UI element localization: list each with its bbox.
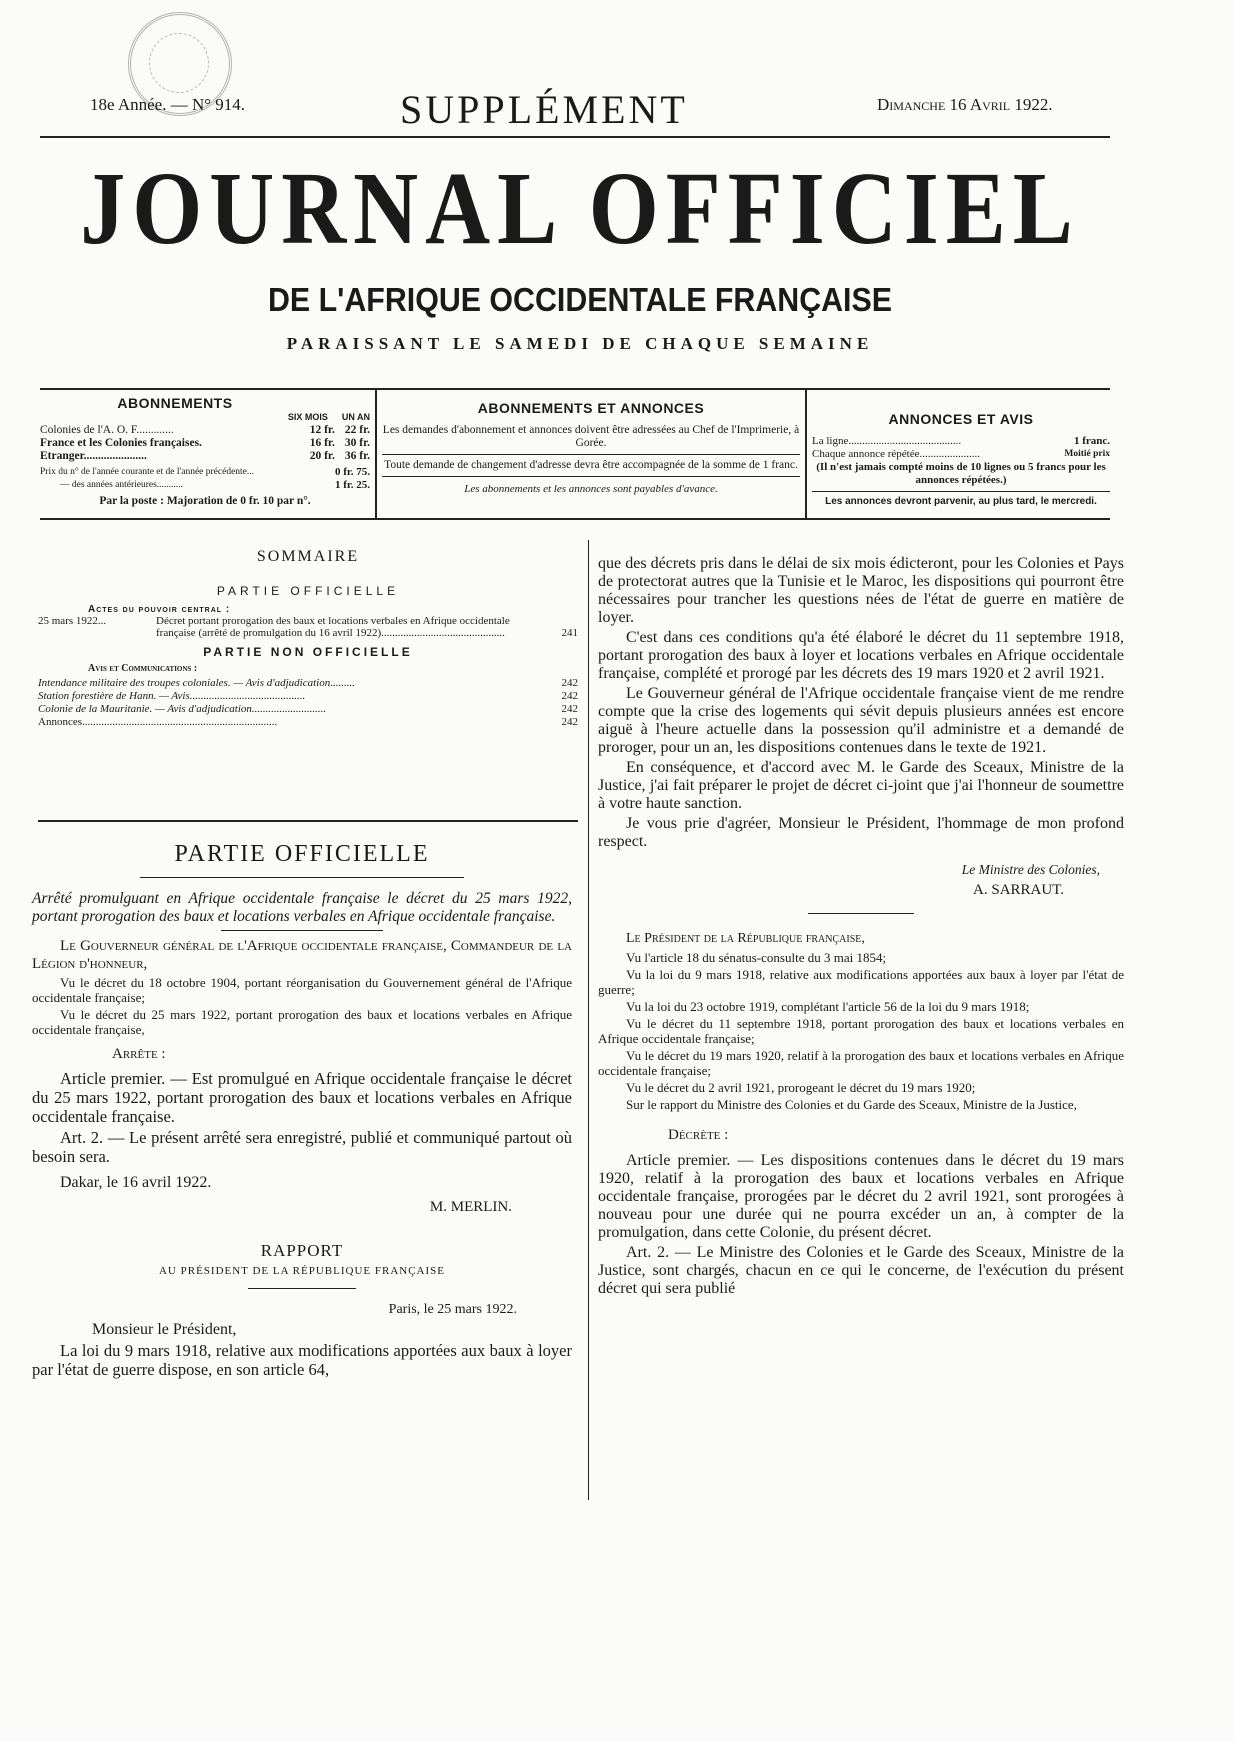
abon-annonces-title: ABONNEMENTS ET ANNONCES — [477, 400, 705, 416]
decrete-label: Décrète : — [668, 1127, 729, 1143]
ligne-row: La ligne......................................... 1 franc. — [812, 435, 1110, 447]
rapport-p2: C'est dans ces conditions qu'a été élaboré le décret du 11 septembre 1918, portant prorogation des baux à loyer et locations verbales en Afrique occidentale française, complété et prorogé par les décrets des 19 mars 1920 et 2 avril 1921. — [598, 629, 1124, 682]
rapport-p1: que des décrets pris dans le délai de six mois édicteront, pour les Colonies et Pays de protectorat autres que la Tunisie et le Maroc, les dispositions qui pourront être nécessaires pour trancher les questions nées de l'état de guerre en matière de loyer. — [598, 555, 1124, 626]
rapport-p4: En conséquence, et d'accord avec M. le Garde des Sceaux, Ministre de la Justice, j'ai fait préparer le projet de décret ci-joint que j'ai l'honneur de soumettre à votre haute sanction. — [598, 759, 1124, 812]
vu-item: Vu le décret du 11 septembre 1918, portant prorogation des baux et locations verbales en Afrique occidentale française; — [598, 1016, 1124, 1046]
abonnements-box — [40, 395, 370, 520]
column-divider — [588, 540, 589, 1500]
dakar-date: Dakar, le 16 avril 1922. — [60, 1174, 212, 1191]
price-row: Colonies de l'A. O. F............. 12 fr. 22 fr. — [40, 424, 370, 436]
header-rule — [40, 136, 1110, 138]
abon-annonces-text1: Les demandes d'abonnement et annonces doivent être adressées au Chef de l'Imprimerie, à Gorée. — [382, 424, 800, 449]
loi-paragraph: La loi du 9 mars 1918, relative aux modifications apportées aux baux à loyer par l'état de guerre dispose, en son article 64, — [32, 1341, 572, 1379]
prix-anterieur-row: — des années antérieures........... 1 fr. 25. — [60, 479, 370, 491]
journal-title: JOURNAL OFFICIEL — [80, 152, 1080, 266]
rapport-p5: Je vous prie d'agréer, Monsieur le Président, l'hommage de mon profond respect. — [598, 815, 1124, 850]
annonces-deadline: Les annonces devront parvenir, au plus tard, le mercredi. — [825, 496, 1097, 507]
arrete-heading: Arrêté promulguant en Afrique occidentale française le décret du 25 mars 1922, portant prorogation des baux et locations verbales en Afrique occidentale française. — [32, 890, 572, 925]
rapport-p3: Le Gouverneur général de l'Afrique occidentale française vient de me rendre compte que la crise des logements qui sévit depuis plusieurs années est encore aiguë à l'heure actuelle dans la possession qu'il administre et a demandé de proroger, pour un an, les dispositions contenues dans le texte de 1921. — [598, 685, 1124, 756]
short-rule — [248, 1288, 356, 1289]
supplement-label: SUPPLÉMENT — [400, 87, 688, 132]
decret-article-2: Art. 2. — Le Ministre des Colonies et le Garde des Sceaux, Ministre de la Justice, sont chargés, chacun en ce qui le concerne, de l'exécution du présent décret qui sera publié — [598, 1244, 1124, 1297]
prix-numero-row: Prix du n° de l'année courante et de l'année précédente... 0 fr. 75. — [40, 466, 370, 478]
box-top-rule — [40, 388, 1110, 390]
vu-item: Vu l'article 18 du sénatus-consulte du 3 mai 1854; — [626, 950, 887, 965]
merlin-signature: M. MERLIN. — [429, 1199, 512, 1215]
vu-item: Vu la loi du 9 mars 1918, relative aux modifications apportées aux baux à loyer par l'état de guerre; — [598, 967, 1124, 997]
vu-item: Vu la loi du 23 octobre 1919, complétant l'article 56 de la loi du 9 mars 1918; — [626, 999, 1030, 1014]
paris-date: Paris, le 25 mars 1922. — [388, 1302, 517, 1317]
price-row: Etranger...................... 20 fr. 36 fr. — [40, 450, 370, 462]
rapport-subtitle: AU PRÉSIDENT DE LA RÉPUBLIQUE FRANÇAISE — [158, 1265, 445, 1277]
short-rule — [808, 913, 913, 914]
right-column — [598, 555, 1124, 1300]
abonnements-title: ABONNEMENTS — [117, 395, 233, 411]
vus-list — [598, 950, 1124, 1112]
president-heading: Le Président de la République française, — [626, 931, 865, 946]
vu-item: Vu le décret du 2 avril 1921, prorogeant le décret du 19 mars 1920; — [626, 1080, 976, 1095]
annonces-note: (Il n'est jamais compté moins de 10 lignes ou 5 francs pour les annonces répétées.) — [816, 461, 1106, 486]
arrete-label: Arrête : — [112, 1046, 166, 1062]
vu-item: Vu le décret du 19 mars 1920, relatif à la prorogation des baux et locations verbales en Afrique occidentale française; — [598, 1048, 1124, 1078]
left-column — [32, 841, 572, 1381]
year-issue: 18e Année. — N° 914. — [90, 95, 246, 114]
title-rule — [140, 877, 464, 878]
sommaire — [38, 548, 578, 729]
annonces-avis-title: ANNONCES ET AVIS — [888, 411, 1034, 427]
toc-item: Station forestière de Hann. — Avis.......................................... 242 — [38, 690, 578, 702]
ministre-label: Le Ministre des Colonies, — [961, 862, 1100, 877]
poste-note: Par la poste : Majoration de 0 fr. 10 par n°. — [99, 495, 311, 507]
partie-officielle-title: PARTIE OFFICIELLE — [174, 841, 430, 867]
inner-rule — [812, 491, 1110, 492]
repetee-row: Chaque annonce répétée...................... Moitié prix — [812, 448, 1110, 460]
vu-1: Vu le décret du 18 octobre 1904, portant réorganisation du Gouvernement général de l'Afrique occidentale française; — [32, 975, 572, 1005]
article-1: Article premier. — Est promulgué en Afrique occidentale française le décret du 25 mars 1922, portant prorogation des baux et locations verbales en Afrique occidentale française. — [32, 1069, 572, 1126]
sommaire-actes: Actes du pouvoir central : — [88, 604, 231, 615]
col-six-mois: SIX MOIS — [287, 412, 328, 422]
box-divider-2 — [805, 390, 807, 518]
sommaire-avis: Avis et Communications : — [88, 663, 198, 674]
sarraut-signature: A. SARRAUT. — [973, 882, 1064, 898]
col-un-an: UN AN — [341, 412, 370, 422]
rapport-title: RAPPORT — [260, 1241, 344, 1260]
inner-rule — [382, 454, 800, 455]
abon-annonces-text3: Les abonnements et les annonces sont payables d'avance. — [464, 483, 718, 495]
box-divider-1 — [375, 390, 377, 518]
inner-rule — [382, 476, 800, 477]
issue-date: Dimanche 16 Avril 1922. — [877, 95, 1053, 114]
sommaire-partie-officielle: PARTIE OFFICIELLE — [216, 584, 400, 598]
sommaire-decret-entry: 25 mars 1922... Décret portant prorogation des baux et locations verbales en Afrique occidentale française (arrêté de promulgation du 16 avril 1922)............................................. 241 — [38, 615, 578, 639]
gouverneur-text: Le Gouverneur général de l'Afrique occidentale française, Commandeur de la Légion d'honneur, — [32, 938, 572, 972]
sommaire-rule — [38, 820, 578, 822]
toc-item: Annonces....................................................................... 242 — [38, 716, 578, 728]
monsieur-le-president: Monsieur le Président, — [92, 1321, 237, 1338]
vu-item: Sur le rapport du Ministre des Colonies et du Garde des Sceaux, Ministre de la Justice, — [626, 1097, 1077, 1112]
short-rule — [221, 930, 383, 931]
journal-subtitle: DE L'AFRIQUE OCCIDENTALE FRANÇAISE — [268, 281, 892, 318]
vu-2: Vu le décret du 25 mars 1922, portant prorogation des baux et locations verbales en Afrique occidentale française, — [32, 1007, 572, 1037]
decret-article-1: Article premier. — Les dispositions contenues dans le décret du 19 mars 1920, relatif à la prorogation des baux et locations verbales en Afrique occidentale française, prorogées par le décret du 2 avril 1921, sont prorogées à nouveau pour une durée qui ne pourra excéder un an, à compter de la promulgation, dans cette Colonie, du présent décret. — [598, 1152, 1124, 1241]
annonces-avis-box — [812, 395, 1110, 520]
price-row: France et les Colonies françaises. 16 fr. 30 fr. — [40, 437, 370, 449]
toc-item: Colonie de la Mauritanie. — Avis d'adjudication........................... 242 — [38, 703, 578, 715]
journal-tagline: PARAISSANT LE SAMEDI DE CHAQUE SEMAINE — [286, 334, 874, 353]
toc-item: Intendance militaire des troupes coloniales. — Avis d'adjudication......... 242 — [38, 677, 578, 689]
sommaire-partie-non: PARTIE NON OFFICIELLE — [203, 645, 413, 659]
sommaire-title: SOMMAIRE — [256, 548, 360, 565]
abon-annonces-text2: Toute demande de changement d'adresse devra être accompagnée de la somme de 1 franc. — [384, 459, 798, 471]
abon-annonces-box — [382, 395, 800, 520]
article-2: Art. 2. — Le présent arrêté sera enregistré, publié et communiqué partout où besoin sera. — [32, 1128, 572, 1166]
